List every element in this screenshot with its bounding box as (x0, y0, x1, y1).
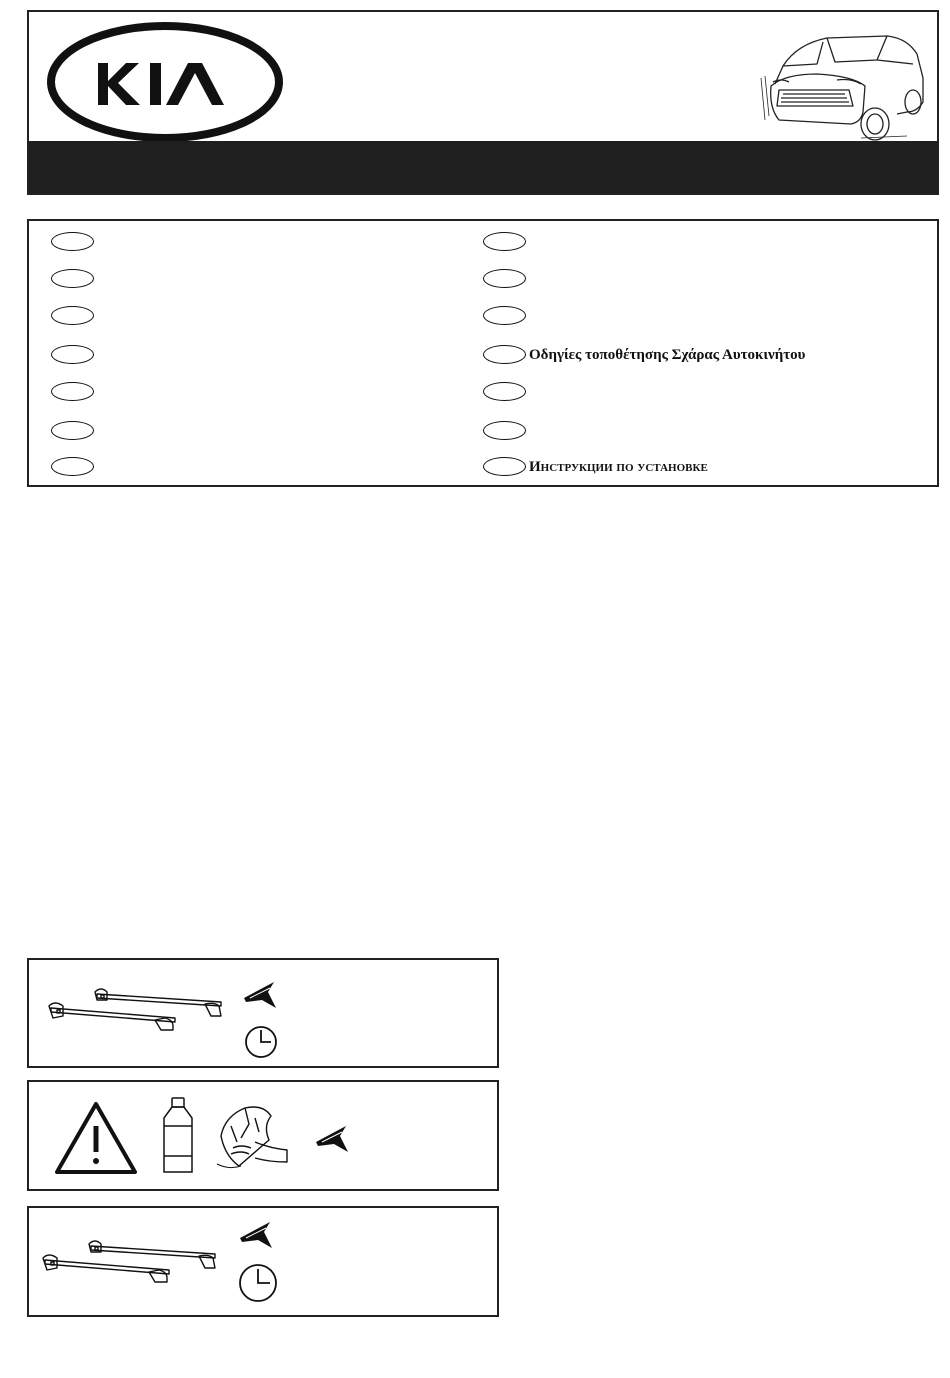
language-code-oval (483, 269, 526, 288)
header-box (27, 10, 939, 195)
tool-wrench-icon (238, 1218, 276, 1252)
language-code-oval (483, 421, 526, 440)
car-illustration (757, 20, 927, 144)
step-box-3 (27, 1206, 499, 1317)
language-code-oval (51, 306, 94, 325)
language-code-oval (51, 345, 94, 364)
language-title-russian: Инструкции по установке (529, 459, 708, 475)
language-code-oval (483, 382, 526, 401)
language-code-oval (483, 232, 526, 251)
language-code-oval (51, 269, 94, 288)
step-box-1 (27, 958, 499, 1068)
cleaning-cloth-icon (211, 1096, 291, 1176)
tool-wrench-icon (314, 1122, 350, 1156)
language-code-oval (483, 306, 526, 325)
language-code-oval (51, 232, 94, 251)
roof-bars-icon (39, 1234, 229, 1298)
language-title-greek: Οδηγίες τοποθέτησης Σχάρας Αυτοκινήτου (529, 347, 806, 363)
language-code-oval (483, 345, 526, 364)
language-list (27, 219, 939, 487)
kia-logo (46, 21, 284, 143)
cleaner-bottle-icon (159, 1096, 197, 1176)
language-code-oval (483, 457, 526, 476)
tool-wrench-icon (242, 978, 280, 1012)
language-code-oval (51, 382, 94, 401)
clock-icon (237, 1262, 279, 1304)
roof-bars-icon (45, 982, 235, 1046)
title-band (29, 141, 937, 193)
warning-triangle-icon (53, 1100, 139, 1176)
language-code-oval (51, 457, 94, 476)
clock-icon (243, 1024, 279, 1060)
language-code-oval (51, 421, 94, 440)
step-box-2 (27, 1080, 499, 1191)
